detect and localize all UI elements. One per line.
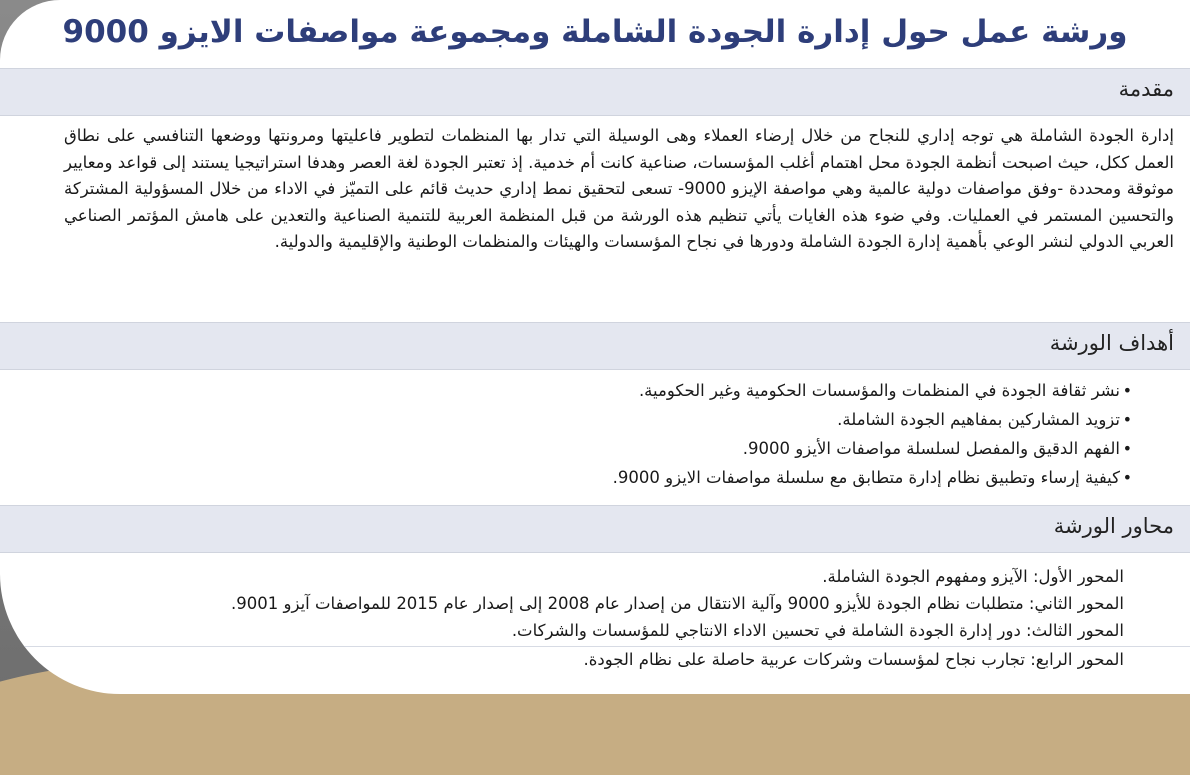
section-heading-axes: محاور الورشة [1053, 514, 1174, 538]
section-header-axes [0, 505, 1190, 553]
section-header-goals [0, 322, 1190, 370]
axis-item: المحور الثاني: متطلبات نظام الجودة للأيزو 9000 وآلية الانتقال من إصدار عام 2008 إلى إصدار عام 2015 للمواصفات آيزو 9001. [231, 594, 1124, 613]
axis-item: المحور الثالث: دور إدارة الجودة الشاملة في تحسين الاداء الانتاجي للمؤسسات والشركات. [511, 621, 1124, 640]
goal-item [332, 434, 1132, 463]
axis-item: المحور الرابع: تجارب نجاح لمؤسسات وشركات عربية حاصلة على نظام الجودة. [583, 650, 1124, 669]
goal-item [332, 463, 1132, 492]
goal-text: الفهم الدقيق والمفصل لسلسلة مواصفات الأيزو 9000. [742, 439, 1120, 458]
goal-text: تزويد المشاركين بمفاهيم الجودة الشاملة. [837, 410, 1120, 429]
section-header-intro [0, 68, 1190, 116]
bullet-icon: • [1122, 410, 1132, 429]
axes-divider [0, 646, 1190, 647]
goal-text: كيفية إرساء وتطبيق نظام إدارة متطابق مع سلسلة مواصفات الايزو 9000. [612, 468, 1120, 487]
goal-text: نشر ثقافة الجودة في المنظمات والمؤسسات الحكومية وغير الحكومية. [638, 381, 1120, 400]
bullet-icon: • [1122, 468, 1132, 487]
goals-list [332, 376, 1132, 492]
section-heading-goals: أهداف الورشة [1049, 331, 1174, 355]
axes-list [124, 563, 1124, 673]
page-title: ورشة عمل حول إدارة الجودة الشاملة ومجموعة مواصفات الايزو 9000 [62, 14, 1128, 50]
intro-paragraph: إدارة الجودة الشاملة هي توجه إداري للنجاح من خلال إرضاء العملاء وهى الوسيلة التي تدار بها المنظمات لتطوير فاعليتها ومرونتها ووضعها التنافسي على نطاق العمل ككل، حيث اصبحت أنظمة الجودة محل اهتمام أغلب المؤسسات، صناعية كانت أم خدمية. إذ تعتبر الجودة لغة العصر وهدفا استراتيجيا يستند إلى قواعد ومعايير موثوقة ومحددة -وفق مواصفات دولية عالمية وهي مواصفة الإيزو 9000- تسعى لتحقيق نمط إداري حديث قائم على التميّز في الاداء من خلال المسؤولية المشتركة والتحسين المستمر في العمليات. وفي ضوء هذه الغايات يأتي تنظيم هذه الورشة من قبل المنظمة العربية للتنمية الصناعية والتعدين على هامش المؤتمر الصناعي العربي الدولي لنشر الوعي بأهمية إدارة الجودة الشاملة ودورها في نجاح المؤسسات والهيئات والمنظمات الوطنية والإقليمية والدولية. [64, 126, 1174, 251]
goal-item [332, 405, 1132, 434]
bullet-icon: • [1122, 439, 1132, 458]
bullet-icon: • [1122, 381, 1132, 400]
section-heading-intro: مقدمة [1118, 77, 1174, 101]
goal-item [332, 376, 1132, 405]
axis-item: المحور الأول: الآيزو ومفهوم الجودة الشاملة. [822, 567, 1124, 586]
